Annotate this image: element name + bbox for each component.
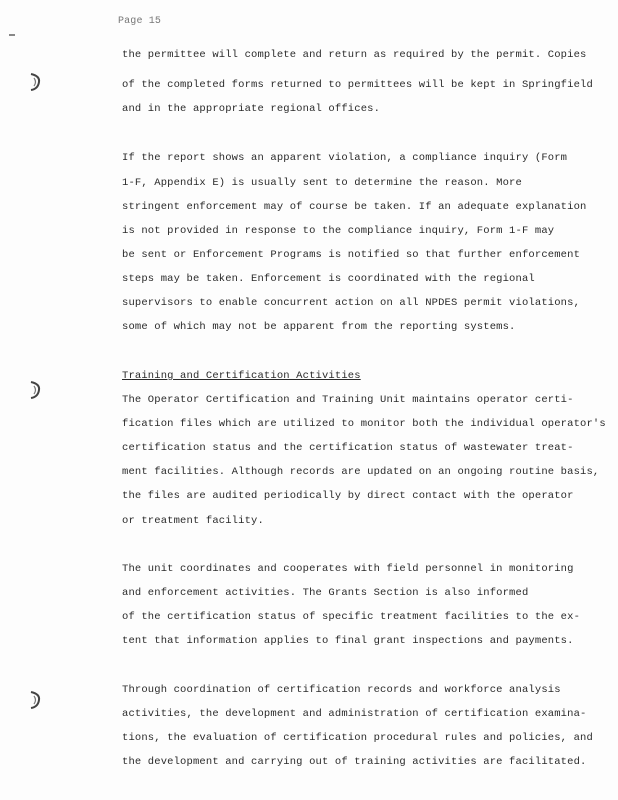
paragraph-line: some of which may not be apparent from the reporting systems. xyxy=(122,321,516,333)
binder-punch-hole-icon xyxy=(28,690,42,710)
paragraph-line: The Operator Certification and Training Unit maintains operator certi- xyxy=(122,394,574,406)
paragraph-line: be sent or Enforcement Programs is notified so that further enforcement xyxy=(122,249,581,261)
paragraph-line: ment facilities. Although records are updated on an ongoing routine basis, xyxy=(122,466,600,478)
paragraph-line: and enforcement activities. The Grants Section is also informed xyxy=(122,587,529,599)
paragraph-line: of the certification status of specific treatment facilities to the ex- xyxy=(122,611,581,623)
paragraph-line: The unit coordinates and cooperates with field personnel in monitoring xyxy=(122,563,574,575)
paragraph-line: tions, the evaluation of certification procedural rules and policies, and xyxy=(122,732,593,744)
paragraph-line: the permittee will complete and return as required by the permit. Copies xyxy=(122,49,587,61)
paragraph-line: If the report shows an apparent violation, a compliance inquiry (Form xyxy=(122,152,568,164)
paragraph-line: the development and carrying out of training activities are facilitated. xyxy=(122,756,587,768)
paragraph-line: stringent enforcement may of course be taken. If an adequate explanation xyxy=(122,201,587,213)
paragraph-line: the files are audited periodically by direct contact with the operator xyxy=(122,490,574,502)
binder-punch-hole-icon xyxy=(28,72,42,92)
paragraph-line: is not provided in response to the compliance inquiry, Form 1-F may xyxy=(122,225,555,237)
binder-punch-hole-icon xyxy=(28,380,42,400)
scan-mark xyxy=(9,34,15,36)
paragraph-line: fication files which are utilized to monitor both the individual operator's xyxy=(122,418,606,430)
paragraph-line: 1-F, Appendix E) is usually sent to determine the reason. More xyxy=(122,177,522,189)
paragraph-line: and in the appropriate regional offices. xyxy=(122,103,381,115)
paragraph-line: of the completed forms returned to permittees will be kept in Springfield xyxy=(122,79,593,91)
paragraph-line: certification status and the certification status of wastewater treat- xyxy=(122,442,574,454)
paragraph-line: tent that information applies to final grant inspections and payments. xyxy=(122,635,574,647)
paragraph-line: or treatment facility. xyxy=(122,515,264,527)
paragraph-line: activities, the development and administration of certification examina- xyxy=(122,708,587,720)
paragraph-line: Through coordination of certification records and workforce analysis xyxy=(122,684,561,696)
paragraph-line: steps may be taken. Enforcement is coordinated with the regional xyxy=(122,273,535,285)
section-heading: Training and Certification Activities xyxy=(122,370,361,382)
page-number: Page 15 xyxy=(118,16,162,27)
paragraph-line: supervisors to enable concurrent action on all NPDES permit violations, xyxy=(122,297,581,309)
